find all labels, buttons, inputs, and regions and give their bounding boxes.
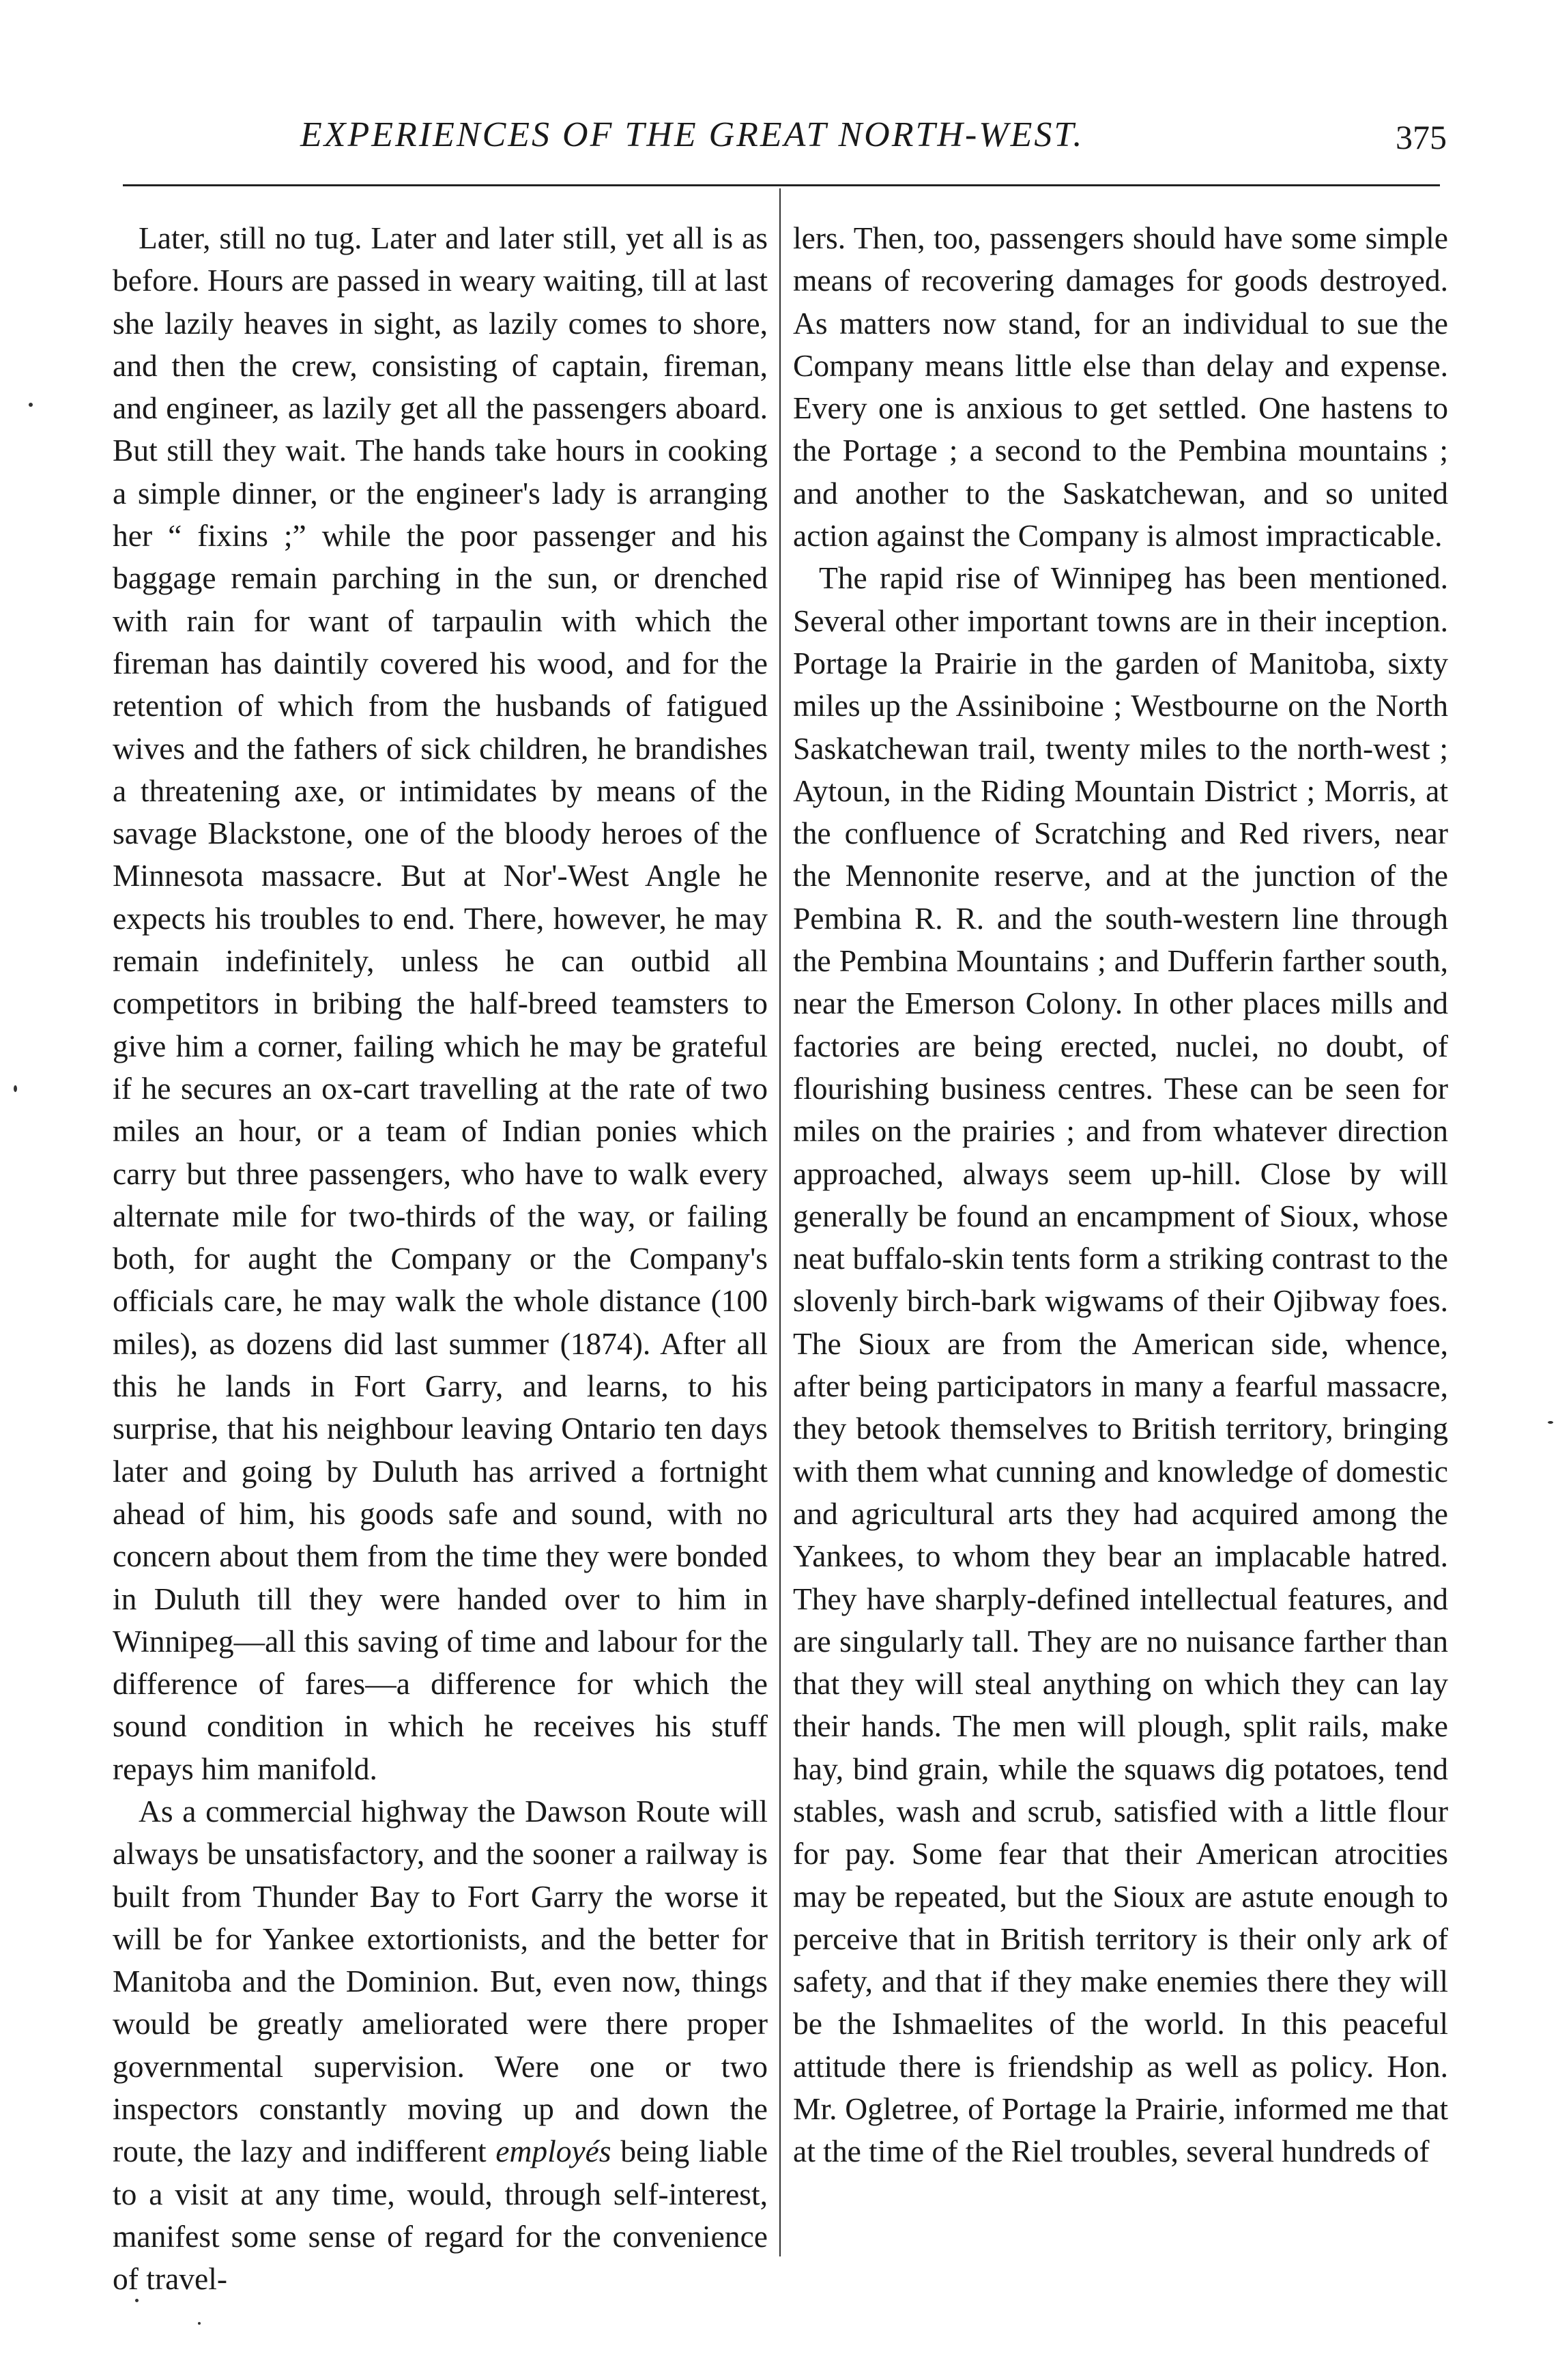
header-rule xyxy=(123,184,1440,186)
right-paragraph-1: lers. Then, too, passengers should have some simple means of recovering damages for goods destroyed. As matters now stand, for an individual to sue the Company means little else than delay and expense. Every one is anxious to get settled. One hastens to the Portage ; a second to the Pembina mountains ; and another to the Saskatchewan, and so united action against the Company is almost impracticable. xyxy=(793,220,1448,554)
page-header xyxy=(109,102,1447,164)
page-number: 375 xyxy=(1396,118,1447,156)
scan-speck xyxy=(29,403,33,407)
right-column xyxy=(793,217,1448,2258)
right-paragraph-2: The rapid rise of Winnipeg has been mentioned. Several other important towns are in their inception. Portage la Prairie in the garden of Manitoba, sixty miles up the Assiniboine ; Westbourne on the North Saskatchewan trail, twenty miles to the north-west ; Aytoun, in the Riding Mountain District ; Morris, at the confluence of Scratching and Red rivers, near the Mennonite reserve, and at the junction of the Pembina R. R. and the south-western line through the Pembina Mountains ; and Dufferin farther south, near the Emerson Colony. In other places mills and factories are being erected, nuclei, no doubt, of flourishing business centres. These can be seen for miles on the prairies ; and from whatever direction approached, always seem up-hill. Close by will generally be found an encampment of Sioux, whose neat buffalo-skin tents form a striking contrast to the slovenly birch-bark wigwams of their Ojibway foes. The Sioux are from the American side, whence, after being participators in many a fearful massacre, they betook themselves to British territory, bringing with them what cunning and knowledge of domestic and agricultural arts they had acquired among the Yankees, to whom they bear an implacable hatred. They have sharply-defined intellectual features, and are singularly tall. They are no nuisance farther than that they will steal anything on which they can lay their hands. The men will plough, split rails, make hay, bind grain, while the squaws dig potatoes, tend stables, wash and scrub, satisfied with a little flour for pay. Some fear that their American atrocities may be repeated, but the Sioux are astute enough to perceive that in British territory is their only ark of safety, and that if they make enemies there they will be the Ishmaelites of the world. In this peaceful attitude there is friendship as well as policy. Hon. Mr. Ogletree, of Portage la Prairie, informed me that at the time of the Riel troubles, several hundreds of xyxy=(793,560,1448,2169)
scan-speck xyxy=(198,2322,201,2325)
employes-italic: employés xyxy=(495,2134,611,2169)
column-divider xyxy=(779,188,781,2256)
scan-speck xyxy=(1548,1421,1553,1424)
left-column xyxy=(113,217,768,2297)
left-paragraph-2-start: As a commercial highway the Dawson Route will always be unsatisfactory, and the sooner a railway is built from Thunder Bay to Fort Garry the worse it will be for Yankee extortionists, and the better for Manitoba and the Dominion. But, even now, things would be greatly ameliorated were there proper governmental supervision. Were one or two inspectors constantly moving up and down the route, the lazy and indifferent xyxy=(113,1793,768,2169)
left-paragraph-2 xyxy=(113,1790,768,2301)
running-title: EXPERIENCES OF THE GREAT NORTH-WEST. xyxy=(300,115,1084,154)
scan-speck xyxy=(14,1085,17,1092)
left-paragraph-2-end: being liable to a visit at any time, would, through self-interest, manifest some sense of regard for the convenience of travel- xyxy=(113,2134,768,2297)
left-paragraph-1: Later, still no tug. Later and later still, yet all is as before. Hours are passed in weary waiting, till at last she lazily heaves in sight, as lazily comes to shore, and then the crew, consisting of captain, fireman, and engineer, as lazily get all the passengers aboard. But still they wait. The hands take hours in cooking a simple dinner, or the engineer's lady is arranging her “ fixins ;” while the poor passenger and his baggage remain parching in the sun, or drenched with rain for want of tarpaulin with which the fireman has daintily covered his wood, and for the retention of which from the husbands of fatigued wives and the fathers of sick children, he brandishes a threatening axe, or intimidates by means of the savage Blackstone, one of the bloody heroes of the Minnesota massacre. But at Nor'-West Angle he expects his troubles to end. There, however, he may remain indefinitely, unless he can outbid all competitors in bribing the half-breed teamsters to give him a corner, failing which he may be grateful if he secures an ox-cart travelling at the rate of two miles an hour, or a team of Indian ponies which carry but three passengers, who have to walk every alternate mile for two-thirds of the way, or failing both, for aught the Company or the Company's officials care, he may walk the whole distance (100 miles), as dozens did last summer (1874). After all this he lands in Fort Garry, and learns, to his surprise, that his neighbour leaving Ontario ten days later and going by Duluth has arrived a fortnight ahead of him, his goods safe and sound, with no concern about them from the time they were bonded in Duluth till they were handed over to him in Winnipeg—all this saving of time and labour for the difference of fares—a difference for which the sound condition in which he receives his stuff repays him manifold. xyxy=(113,220,768,1786)
scan-speck xyxy=(135,2299,139,2302)
